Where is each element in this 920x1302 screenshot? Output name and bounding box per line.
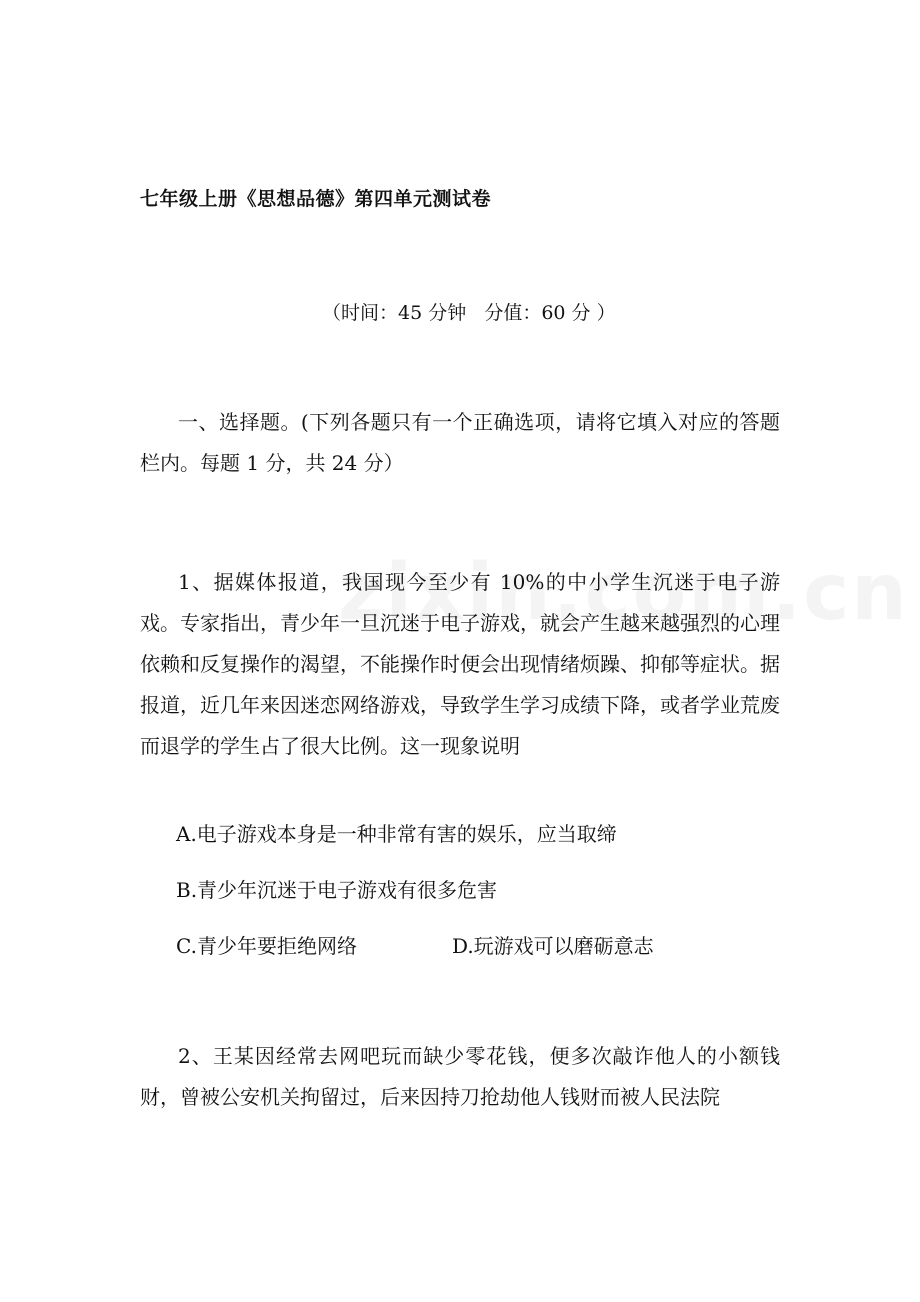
question-1-stem: 1、据媒体报道，我国现今至少有 10%的中小学生沉迷于电子游戏。专家指出，青少年一旦沉迷于电子游戏，就会产生越来越强烈的心理依赖和反复操作的渴望，不能操作时便会出现情绪烦躁、抑郁等症状。据报道，近几年来因迷恋网络游戏，导致学生学习成绩下降，或者学业荒废而退学的学生占了很大比例。这一现象说明 <box>140 570 780 758</box>
section-heading: 一、选择题。(下列各题只有一个正确选项，请将它填入对应的答题栏内。每题 1 分，共 24 分） <box>140 410 780 475</box>
question-1-option-d: D.玩游戏可以磨砺意志 <box>452 934 654 958</box>
exam-meta: （时间：45 分钟 分值：60 分 ） <box>322 302 616 324</box>
question-1-option-b: B.青少年沉迷于电子游戏有很多危害 <box>176 878 498 902</box>
question-1-option-c: C.青少年要拒绝网络 <box>176 934 357 958</box>
question-2-stem: 2、王某因经常去网吧玩而缺少零花钱，便多次敲诈他人的小额钱财，曾被公安机关拘留过，后来因持刀抢劫他人钱财而被人民法院 <box>140 1044 780 1109</box>
question-1-option-a: A.电子游戏本身是一种非常有害的娱乐，应当取缔 <box>176 822 617 846</box>
page-title: 七年级上册《思想品德》第四单元测试卷 <box>140 188 492 210</box>
